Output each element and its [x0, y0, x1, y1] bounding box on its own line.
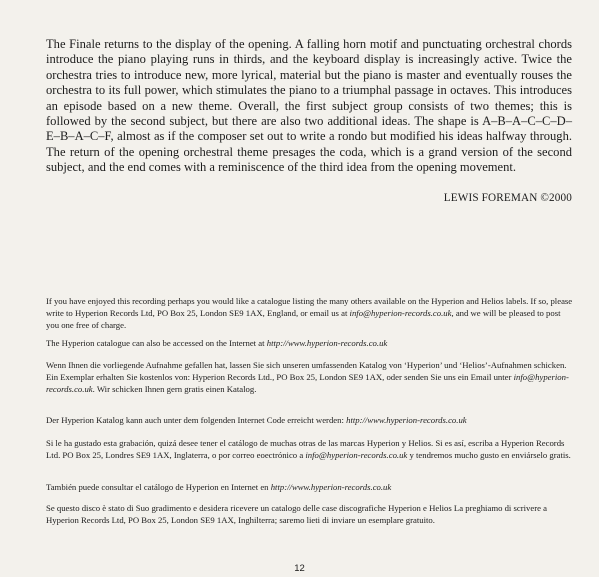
catalogue-english-web: [46, 338, 574, 350]
catalogue-spanish-text-end: y tendremos mucho gusto en enviárselo gratis.: [407, 449, 571, 460]
catalogue-spanish-web: [46, 482, 574, 494]
essay-paragraph: The Finale returns to the display of the opening. A falling horn motif and punctuating orchestral chords introduce the piano playing runs in thirds, and the keyboard display is increasingly active. Twice the orchestra tries to introduce new, more lyrical, material but the piano is master and eventually rouses the orchestra to its full power, which stimulates the piano to a triumphal passage in octaves. This introduces an episode based on a new theme. Overall, the first subject group consists of two themes; this is followed by the second subject, but there are also two additional ideas. The shape is A–B–A–C–C–D–E–B–A–C–F, almost as if the composer set out to write a rondo but modified his ideas halfway through. The return of the opening orchestral theme presages the coda, which is a grand version of the second subject, and the end comes with a reminiscence of the third idea from the opening movement.: [46, 37, 572, 175]
catalogue-spanish-web-text: También puede consultar el catálogo de Hyperion en Internet en: [46, 482, 271, 492]
catalogue-german-web-url: http://www.hyperion-records.co.uk: [346, 415, 467, 425]
catalogue-english-email: info@hyperion-records.co.uk: [349, 307, 452, 318]
catalogue-german-web-text: Der Hyperion Katalog kann auch unter dem folgenden Internet Code erreicht werden:: [46, 415, 347, 425]
catalogue-spanish: [46, 438, 574, 462]
catalogue-spanish-web-url: http://www.hyperion-records.co.uk: [270, 482, 392, 492]
catalogue-english-web-text: The Hyperion catalogue can also be accessed on the Internet at: [46, 338, 267, 348]
page-number: 12: [294, 563, 305, 574]
catalogue-german-email: info@hyperion-records.co.uk: [46, 371, 569, 394]
catalogue-german-web: [46, 415, 574, 427]
catalogue-spanish-text: Si le ha gustado esta grabación, quizá desee tener el catálogo de muchas otras de las marcas Hyperion y Helios. Si es así, escriba a Hyperion Records Ltd. PO Box 25, Londres SE9 1AX, Inglaterra, o por correo eoectrónico a: [46, 438, 565, 460]
catalogue-german-text-end: . Wir schicken Ihnen gern gratis einen Katalog.: [92, 383, 257, 394]
catalogue-english-web-url: http://www.hyperion-records.co.uk: [266, 338, 388, 348]
catalogue-german-text: Wenn Ihnen die vorliegende Aufnahme gefallen hat, lassen Sie sich unseren umfassenden Katalog von ‘Hyperion’ und ‘Helios’-Aufnahmen schicken. Ein Exemplar erhalten Sie kostenlos von: Hyperion Records Ltd., PO Box 25, London SE9 1AX, oder senden Sie uns ein Email unter: [46, 360, 567, 382]
catalogue-italian: Se questo disco è stato di Suo gradimento e desidera ricevere un catalogo delle case discografiche Hyperion e Helios La preghiamo di scrivere a Hyperion Records Ltd, PO Box 25, London SE9 1AX, Inghilterra; saremo lieti di inviare un esemplare gratuito.: [46, 503, 548, 525]
catalogue-english: [46, 296, 574, 331]
catalogue-english-text: If you have enjoyed this recording perhaps you would like a catalogue listing the many others available on the Hyperion and Helios labels. If so, please write to Hyperion Records Ltd, PO Box 25, London SE9 1AX, England, or email us at: [46, 296, 573, 318]
catalogue-english-text-end: , and we will be pleased to post you one free of charge.: [46, 307, 561, 330]
catalogue-spanish-email: info@hyperion-records.co.uk: [305, 449, 408, 460]
author-credit: LEWIS FOREMAN ©2000: [443, 192, 572, 204]
catalogue-german: [46, 360, 574, 395]
